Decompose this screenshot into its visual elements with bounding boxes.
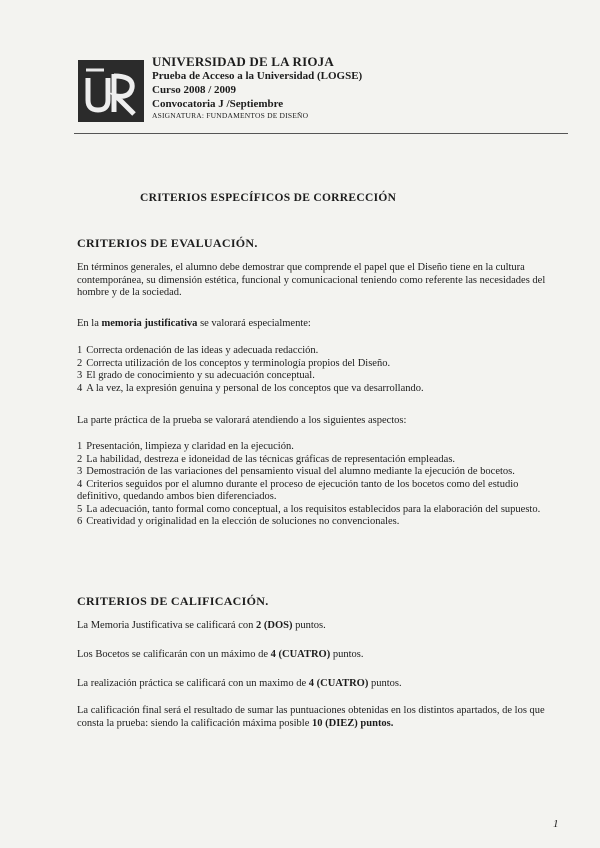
grading-final: La calificación final será el resultado de sumar las puntuaciones obtenidas en los distintos apartados, de los que consta la prueba: siendo la calificación máxima posible 10 (DIEZ) puntos. <box>77 705 545 729</box>
exam-header <box>152 55 452 120</box>
memoria-criteria-list <box>77 345 547 395</box>
list-item: 2 La habilidad, destreza e idoneidad de las técnicas gráficas de representación empleadas. <box>77 453 456 465</box>
page-number: 1 <box>553 818 559 830</box>
university-name: UNIVERSIDAD DE LA RIOJA <box>152 54 334 69</box>
memoria-intro: En la memoria justificativa se valorará especialmente: <box>77 318 311 329</box>
list-item: 3 El grado de conocimiento y su adecuación conceptual. <box>77 370 315 381</box>
list-item: 2 Correcta utilización de los conceptos y terminología propios del Diseño. <box>77 357 391 369</box>
page-title: CRITERIOS ESPECÍFICOS DE CORRECCIÓN <box>140 192 397 204</box>
evaluation-intro: En términos generales, el alumno debe demostrar que comprende el papel que el Diseño tiene en la cultura contemporánea, su dimensión estética, funcional y comunicacional teniendo como referente las necesidades del hombre y de la sociedad. <box>77 262 546 298</box>
practica-criteria-list <box>77 441 547 529</box>
list-item: 5 La adecuación, tanto formal como conceptual, a los requisitos establecidos para la elaboración del supuesto. <box>77 503 541 515</box>
header-divider <box>74 133 568 134</box>
course-year: Curso 2008 / 2009 <box>152 84 237 96</box>
grading-memoria: La Memoria Justificativa se calificará con 2 (DOS) puntos. <box>77 620 326 631</box>
grading-bocetos: Los Bocetos se calificarán con un máximo de 4 (CUATRO) puntos. <box>77 649 364 660</box>
list-item: 4 Criterios seguidos por el alumno durante el proceso de ejecución tanto de los bocetos como del estudio definitivo, quedando ambos bien diferenciados. <box>77 478 519 502</box>
grading-heading: CRITERIOS DE CALIFICACIÓN. <box>77 594 269 608</box>
list-item: 1 Correcta ordenación de las ideas y adecuada redacción. <box>77 345 319 356</box>
list-item: 1 Presentación, limpieza y claridad en la ejecución. <box>77 441 294 452</box>
exam-name: Prueba de Acceso a la Universidad (LOGSE) <box>152 70 363 82</box>
exam-session: Convocatoria J /Septiembre <box>152 98 284 110</box>
list-item: 3 Demostración de las variaciones del pensamiento visual del alumno mediante la ejecución de bocetos. <box>77 466 515 477</box>
evaluation-heading: CRITERIOS DE EVALUACIÓN. <box>77 236 258 250</box>
university-logo <box>78 60 144 122</box>
subject-name: ASIGNATURA: FUNDAMENTOS DE DISEÑO <box>152 111 309 120</box>
list-item: 6 Creatividad y originalidad en la elección de soluciones no convencionales. <box>77 516 400 527</box>
list-item: 4 A la vez, la expresión genuina y personal de los conceptos que va desarrollando. <box>77 382 424 394</box>
grading-practica: La realización práctica se calificará con un maximo de 4 (CUATRO) puntos. <box>77 678 402 689</box>
practica-intro: La parte práctica de la prueba se valorará atendiendo a los siguientes aspectos: <box>77 415 407 426</box>
